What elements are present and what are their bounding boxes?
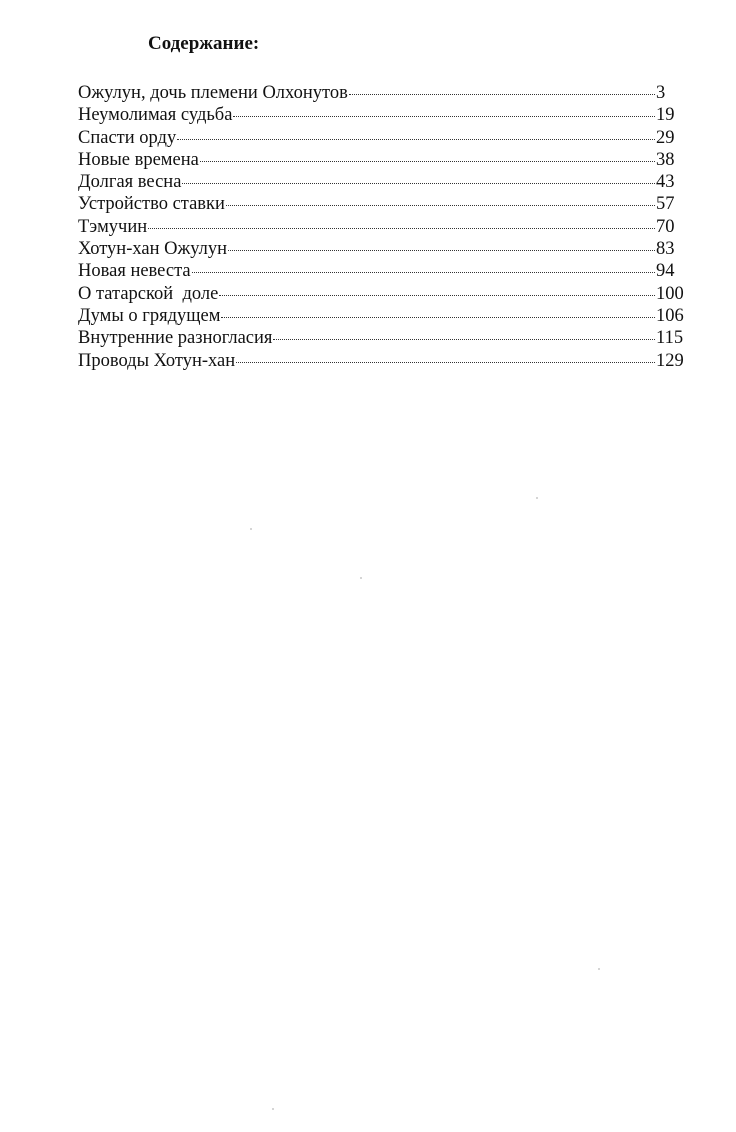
dot-leader [192,272,655,273]
toc-entry-title: Ожулун, дочь племени Олхонутов [78,83,348,103]
dot-leader [200,161,655,162]
toc-entry-title: Тэмучин [78,216,148,237]
toc-entry-page: 19 [656,105,675,126]
scan-speck [250,528,252,530]
dot-leader [233,116,655,117]
toc-heading: Содержание: [148,33,260,54]
toc-entry-title: Устройство ставки [78,194,225,215]
scan-speck [272,1108,274,1110]
dot-leader [226,205,655,206]
toc-entry[interactable] [78,104,690,126]
toc-entry[interactable] [78,350,690,372]
dot-leader [219,295,655,296]
scan-speck [598,968,600,970]
toc-entry-page: 83 [656,239,675,260]
toc-entry-title: Неумолимая судьба [78,105,233,126]
toc-entry-page: 70 [656,216,675,237]
toc-entry-title: Думы о грядущем [78,305,221,326]
toc-entry-page: 29 [656,127,675,148]
toc-entry[interactable] [78,260,690,282]
toc-entry-title: О татарской доле [78,283,219,304]
toc-entry-page: 57 [656,194,675,215]
toc-entry-page: 3 [656,83,666,103]
toc-entry[interactable] [78,82,690,104]
toc-entry-page: 100 [656,283,684,304]
dot-leader [182,183,655,184]
toc-entry-title: Новые времена [78,149,199,170]
toc-entry-page: 106 [656,305,684,326]
toc-entry-page: 129 [656,350,684,371]
toc-entry[interactable] [78,193,690,215]
toc-entry-title: Проводы Хотун-хан [78,350,236,371]
dot-leader [148,228,655,229]
toc-entry-title: Новая невеста [78,261,191,282]
toc-entry[interactable] [78,216,690,238]
toc-entry[interactable] [78,305,690,327]
scan-speck [536,497,538,499]
dot-leader [236,362,655,363]
scan-speck [360,577,362,579]
toc-entry-title: Долгая весна [78,172,182,193]
dot-leader [349,94,655,95]
toc-entry-title: Хотун-хан Ожулун [78,239,228,260]
toc-entry[interactable] [78,171,690,193]
toc-entry-page: 38 [656,149,675,170]
toc-entry-page: 43 [656,172,675,193]
toc-entry-page: 115 [656,328,684,349]
dot-leader [228,250,655,251]
dot-leader [177,139,655,140]
toc-entry[interactable] [78,149,690,171]
toc-entry-title: Спасти орду [78,127,177,148]
dot-leader [221,317,655,318]
toc-entry[interactable] [78,283,690,305]
table-of-contents [78,82,690,372]
toc-entry[interactable] [78,238,690,260]
toc-entry[interactable] [78,327,690,349]
dot-leader [273,339,655,340]
toc-entry-title: Внутренние разногласия [78,328,273,349]
toc-entry[interactable] [78,127,690,149]
toc-entry-page: 94 [656,261,675,282]
